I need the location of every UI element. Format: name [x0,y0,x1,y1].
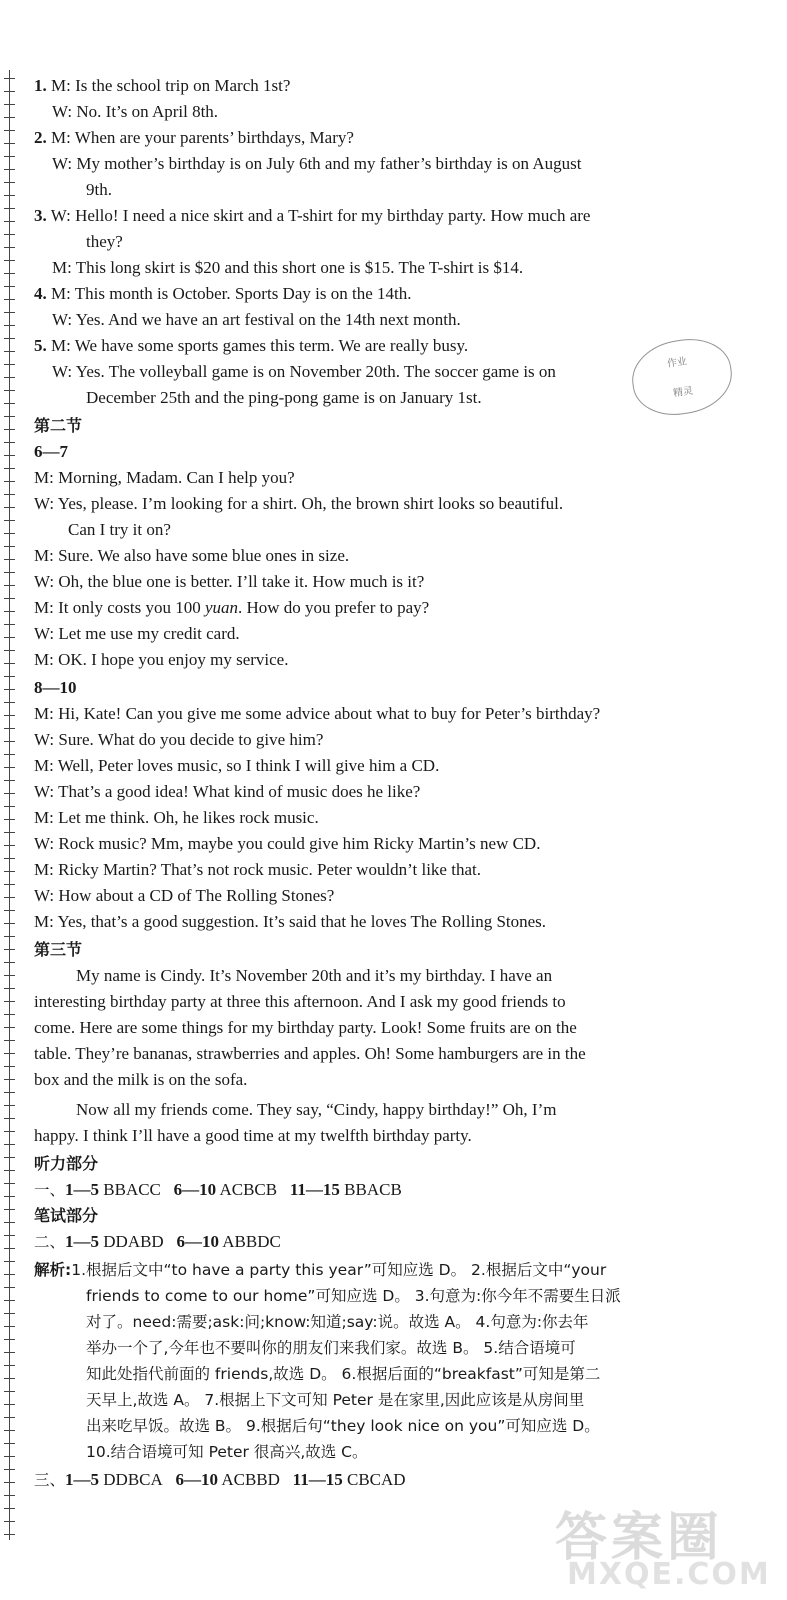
q3-number: 3. [34,206,47,225]
margin-tick [4,949,15,950]
margin-tick [4,871,15,872]
margin-tick [4,624,15,625]
margin-tick [4,936,15,937]
margin-tick [4,182,15,183]
written-answers-3 [34,1468,406,1492]
range: 6—10 [176,1232,219,1251]
range: 1—5 [65,1180,100,1199]
margin-tick [4,663,15,664]
margin-tick [4,117,15,118]
margin-tick [4,104,15,105]
part-three-label: 三、 [34,1471,66,1489]
margin-tick [4,195,15,196]
margin-tick [4,728,15,729]
margin-tick [4,819,15,820]
passage-line: Now all my friends come. They say, “Cindy, happy birthday!” Oh, I’m [76,1100,557,1119]
dialog2-line: W: How about a CD of The Rolling Stones? [34,886,335,905]
margin-tick [4,1261,15,1262]
dialog1-line: W: Oh, the blue one is better. I’ll take it. How much is it? [34,572,425,591]
q5-w-line-1: W: Yes. The volleyball game is on November 20th. The soccer game is on [52,362,556,381]
margin-tick [4,1495,15,1496]
margin-tick [4,1378,15,1379]
margin-tick [4,325,15,326]
homework-stamp [627,333,736,420]
margin-tick [4,481,15,482]
q2-w-line-1: W: My mother’s birthday is on July 6th and my father’s birthday is on August [52,154,582,173]
margin-tick [4,1066,15,1067]
margin-tick [4,1131,15,1132]
margin-tick [4,1534,15,1535]
range: 6—10 [173,1180,217,1199]
range: 1—5 [65,1470,100,1489]
margin-tick [4,520,15,521]
passage-line: table. They’re bananas, strawberries and apples. Oh! Some hamburgers are in the [34,1044,586,1063]
margin-tick [4,1248,15,1249]
margin-tick [4,1092,15,1093]
answer-set: ACBCB [219,1180,278,1199]
margin-tick [4,1339,15,1340]
margin-tick [4,286,15,287]
margin-tick [4,598,15,599]
margin-tick [4,208,15,209]
margin-tick [4,221,15,222]
margin-tick [4,1456,15,1457]
margin-tick [4,1014,15,1015]
margin-tick [4,1287,15,1288]
passage-line: box and the milk is on the sofa. [34,1070,248,1089]
margin-tick [4,390,15,391]
margin-tick [4,975,15,976]
margin-tick [4,273,15,274]
range: 1—5 [65,1232,100,1251]
margin-tick [4,1404,15,1405]
margin-tick [4,78,15,79]
margin-tick [4,468,15,469]
dialog1-line-yuan [34,596,429,620]
margin-tick [4,715,15,716]
margin-tick [4,1222,15,1223]
written-answers-2 [34,1230,281,1254]
margin-tick [4,1170,15,1171]
margin-tick [4,1209,15,1210]
q1-number: 1. [34,76,47,95]
q2-number: 2. [34,128,47,147]
margin-tick [4,1001,15,1002]
margin-tick [4,494,15,495]
margin-tick [4,533,15,534]
dialog2-line: M: Hi, Kate! Can you give me some advice about what to buy for Peter’s birthday? [34,704,601,723]
passage-line: interesting birthday party at three this afternoon. And I ask my good friends to [34,992,566,1011]
analysis-line: 天早上,故选 A。 7.根据上下文可知 Peter 是在家里,因此应该是从房间里 [86,1391,585,1409]
margin-tick [4,338,15,339]
q1-w-line: W: No. It’s on April 8th. [52,102,219,121]
listening-title: 听力部分 [34,1154,99,1173]
margin-tick [4,845,15,846]
q5-m-line [34,334,468,358]
dialog2-line: M: Ricky Martin? That’s not rock music. Peter wouldn’t like that. [34,860,481,879]
margin-tick [4,910,15,911]
margin-tick [4,234,15,235]
dialog1-line: M: Sure. We also have some blue ones in size. [34,546,350,565]
margin-tick [4,247,15,248]
q1-m-line [34,74,290,98]
watermark-logo: 答案圈 [555,1508,724,1568]
section2-title: 第二节 [34,416,83,435]
margin-tick [4,130,15,131]
answer-set: CBCAD [346,1470,406,1489]
margin-tick [4,1196,15,1197]
margin-tick [4,1105,15,1106]
q3-m-line: M: This long skirt is $20 and this short one is $15. The T-shirt is $14. [52,258,524,277]
margin-tick [4,1300,15,1301]
range: 11—15 [289,1180,340,1199]
dialog1-line: M: Morning, Madam. Can I help you? [34,468,295,487]
margin-tick [4,923,15,924]
dialog2-line: W: That’s a good idea! What kind of music does he like? [34,782,421,801]
margin-tick [4,1183,15,1184]
watermark-url: MXQE.COM [567,1557,771,1592]
dialog2-line: M: Yes, that’s a good suggestion. It’s said that he loves The Rolling Stones. [34,912,547,931]
margin-tick [4,767,15,768]
margin-tick [4,299,15,300]
analysis-line: 10.结合语境可知 Peter 很高兴,故选 C。 [86,1443,368,1461]
margin-tick [4,442,15,443]
q2-m-text: M: When are your parents’ birthdays, Mary? [51,128,354,147]
q4-w-line: W: Yes. And we have an art festival on the 14th next month. [52,310,461,329]
margin-tick [4,858,15,859]
margin-tick [4,1027,15,1028]
margin-tick [4,650,15,651]
margin-tick [4,637,15,638]
dialog1-line: W: Yes, please. I’m looking for a shirt. Oh, the brown shirt looks so beautiful. [34,494,564,513]
margin-tick [4,455,15,456]
answer-set: BBACB [344,1180,402,1199]
analysis-text: 1.根据后文中“to have a party this year”可知应选 D。 2.根据后文中“your [71,1261,607,1279]
margin-tick [4,143,15,144]
analysis-line: 知此处指代前面的 friends,故选 D。 6.根据后面的“breakfast”可知是第二 [86,1365,601,1383]
q3-w-text: W: Hello! I need a nice skirt and a T-shirt for my birthday party. How much are [50,206,591,225]
dialog1-line: M: OK. I hope you enjoy my service. [34,650,289,669]
q3-w-line-1 [34,204,590,228]
margin-tick [4,1430,15,1431]
margin-tick [4,1391,15,1392]
margin-tick [4,1157,15,1158]
answer-set: ACBBD [221,1470,280,1489]
passage-line: come. Here are some things for my birthday party. Look! Some fruits are on the [34,1018,577,1037]
q2-w-line-2: 9th. [86,180,112,199]
dialog2-line: M: Well, Peter loves music, so I think I will give him a CD. [34,756,440,775]
margin-tick [4,1079,15,1080]
stamp-line-1: 作业 [666,356,688,370]
q5-w-line-2: December 25th and the ping-pong game is on January 1st. [86,388,482,407]
dialog1-line: Can I try it on? [68,520,171,539]
part-two-label: 二、 [34,1233,66,1251]
margin-tick [4,1040,15,1041]
dialog1-yuan-rest: . How do you prefer to pay? [238,598,430,617]
answer-set: DDBCA [103,1470,163,1489]
analysis-line: 举办一个了,今年也不要叫你的朋友们来我们家。故选 B。 5.结合语境可 [86,1339,576,1357]
q1-m-text: M: Is the school trip on March 1st? [51,76,291,95]
answer-set: BBACC [103,1180,161,1199]
range: 6—10 [175,1470,219,1489]
margin-tick [4,351,15,352]
answer-set: DDABD [103,1232,164,1251]
dialog1-yuan-pre: M: It only costs you 100 [34,598,205,617]
margin-tick [4,377,15,378]
dialog2-line: M: Let me think. Oh, he likes rock music. [34,808,319,827]
site-watermark [555,1495,780,1595]
margin-tick [4,572,15,573]
margin-tick [4,962,15,963]
analysis-line: 对了。need:需要;ask:问;know:知道;say:说。故选 A。 4.句意为:你去年 [86,1313,589,1331]
margin-tick [4,1417,15,1418]
yuan-word: yuan [204,598,238,617]
margin-tick [4,91,15,92]
written-title: 笔试部分 [34,1206,99,1225]
margin-tick [4,1326,15,1327]
q4-m-line [34,282,411,306]
analysis-line: friends to come to our home”可知应选 D。 3.句意为:你今年不需要生日派 [86,1287,621,1305]
section3-title: 第三节 [34,940,83,959]
margin-tick [4,1521,15,1522]
analysis-line-1 [34,1258,606,1282]
margin-tick [4,1118,15,1119]
margin-tick [4,1144,15,1145]
margin-tick [4,312,15,313]
passage-line: My name is Cindy. It’s November 20th and it’s my birthday. I have an [76,966,553,985]
margin-tick [4,754,15,755]
margin-tick [4,429,15,430]
q2-m-line [34,126,354,150]
analysis-line: 出来吃早饭。故选 B。 9.根据后句“they look nice on you”可知应选 D。 [86,1417,600,1435]
margin-tick [4,169,15,170]
margin-tick [4,1508,15,1509]
dialog2-label: 8—10 [34,678,77,697]
passage-line: happy. I think I’ll have a good time at my twelfth birthday party. [34,1126,472,1145]
margin-tick [4,1352,15,1353]
margin-tick [4,611,15,612]
dialog1-label: 6—7 [34,442,68,461]
dialog2-line: W: Rock music? Mm, maybe you could give him Ricky Martin’s new CD. [34,834,541,853]
q5-number: 5. [34,336,47,355]
dialog2-line: W: Sure. What do you decide to give him? [34,730,324,749]
stamp-line-2: 精灵 [672,385,694,400]
margin-tick [4,988,15,989]
analysis-label: 解析: [34,1261,72,1279]
margin-tick [4,156,15,157]
margin-tick [4,1235,15,1236]
margin-tick [4,1313,15,1314]
margin-tick [4,1443,15,1444]
range: 11—15 [292,1470,343,1489]
q5-m-text: M: We have some sports games this term. We are really busy. [51,336,469,355]
margin-tick [4,832,15,833]
margin-tick [4,689,15,690]
margin-tick [4,1482,15,1483]
listening-answers [34,1178,402,1202]
q4-m-text: M: This month is October. Sports Day is on the 14th. [51,284,412,303]
margin-tick [4,702,15,703]
margin-tick [4,884,15,885]
margin-rule [9,70,10,1540]
margin-tick [4,793,15,794]
margin-tick [4,1365,15,1366]
part-one-label: 一、 [34,1181,66,1199]
margin-tick [4,585,15,586]
margin-tick [4,1053,15,1054]
dialog1-line: W: Let me use my credit card. [34,624,240,643]
margin-tick [4,780,15,781]
margin-tick [4,1469,15,1470]
margin-tick [4,416,15,417]
margin-tick [4,403,15,404]
margin-tick [4,806,15,807]
q4-number: 4. [34,284,47,303]
margin-tick [4,559,15,560]
margin-tick [4,741,15,742]
answer-set: ABBDC [222,1232,281,1251]
q3-w-line-2: they? [86,232,123,251]
margin-tick [4,507,15,508]
margin-tick [4,260,15,261]
margin-tick [4,897,15,898]
margin-tick [4,364,15,365]
margin-tick [4,676,15,677]
margin-tick [4,546,15,547]
margin-tick [4,1274,15,1275]
